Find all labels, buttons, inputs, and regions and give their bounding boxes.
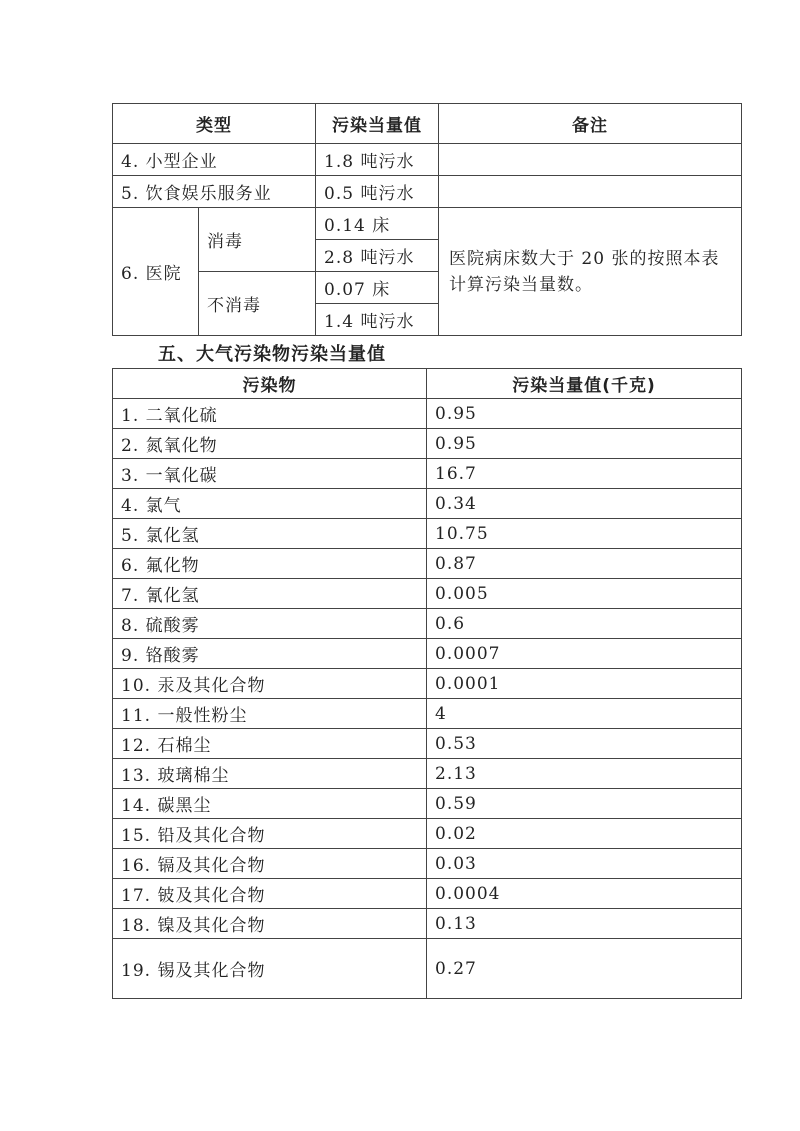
pollutant-value: 0.27: [427, 939, 742, 999]
pollutant-name: 11. 一般性粉尘: [113, 699, 427, 729]
pollutant-name: 14. 碳黑尘: [113, 789, 427, 819]
water-pollutant-table: [112, 103, 742, 336]
table-row: [113, 429, 742, 459]
pollutant-name: 1. 二氧化硫: [113, 399, 427, 429]
no-disinfect-label: 不消毒: [199, 272, 316, 336]
pollutant-name: 12. 石棉尘: [113, 729, 427, 759]
table-row: [113, 459, 742, 489]
table-row: [113, 519, 742, 549]
table-row: [113, 208, 742, 240]
pollutant-name: 15. 铅及其化合物: [113, 819, 427, 849]
table-row: [113, 176, 742, 208]
pollutant-name: 13. 玻璃棉尘: [113, 759, 427, 789]
pollutant-name: 8. 硫酸雾: [113, 609, 427, 639]
pollutant-name: 19. 锡及其化合物: [113, 939, 427, 999]
disinfect-value-water: 2.8 吨污水: [316, 240, 439, 272]
table-header-row: [113, 104, 742, 144]
pollutant-name: 5. 氯化氢: [113, 519, 427, 549]
row-remarks: [439, 176, 742, 208]
table-row: [113, 789, 742, 819]
pollutant-value: 2.13: [427, 759, 742, 789]
header-equivalent-value-kg: 污染当量值(千克): [427, 369, 742, 399]
pollutant-name: 18. 镍及其化合物: [113, 909, 427, 939]
table-row: [113, 759, 742, 789]
table-row: [113, 909, 742, 939]
table-row: [113, 579, 742, 609]
disinfect-value-bed: 0.14 床: [316, 208, 439, 240]
table-row: [113, 729, 742, 759]
table-row: [113, 144, 742, 176]
hospital-label: 6. 医院: [113, 208, 199, 336]
pollutant-value: 0.0001: [427, 669, 742, 699]
pollutant-value: 0.53: [427, 729, 742, 759]
header-equivalent-value: 污染当量值: [316, 104, 439, 144]
disinfect-label: 消毒: [199, 208, 316, 272]
no-disinfect-value-bed: 0.07 床: [316, 272, 439, 304]
pollutant-name: 7. 氰化氢: [113, 579, 427, 609]
pollutant-name: 17. 铍及其化合物: [113, 879, 427, 909]
pollutant-name: 2. 氮氧化物: [113, 429, 427, 459]
pollutant-value: 0.02: [427, 819, 742, 849]
pollutant-value: 4: [427, 699, 742, 729]
table-header-row: [113, 369, 742, 399]
pollutant-value: 0.0004: [427, 879, 742, 909]
header-type: 类型: [113, 104, 316, 144]
table-row: [113, 549, 742, 579]
table-row: [113, 879, 742, 909]
pollutant-name: 16. 镉及其化合物: [113, 849, 427, 879]
row-type: 5. 饮食娱乐服务业: [113, 176, 316, 208]
pollutant-value: 0.03: [427, 849, 742, 879]
hospital-note: 医院病床数大于 20 张的按照本表计算污染当量数。: [439, 208, 742, 336]
pollutant-value: 0.95: [427, 429, 742, 459]
table-row: [113, 639, 742, 669]
pollutant-value: 0.34: [427, 489, 742, 519]
pollutant-name: 9. 铬酸雾: [113, 639, 427, 669]
pollutant-value: 0.59: [427, 789, 742, 819]
pollutant-name: 6. 氟化物: [113, 549, 427, 579]
pollutant-value: 0.13: [427, 909, 742, 939]
table-row: [113, 489, 742, 519]
header-pollutant: 污染物: [113, 369, 427, 399]
table-row: [113, 819, 742, 849]
air-pollutant-table: [112, 368, 742, 999]
pollutant-value: 10.75: [427, 519, 742, 549]
pollutant-value: 0.005: [427, 579, 742, 609]
table-row: [113, 609, 742, 639]
pollutant-name: 3. 一氧化碳: [113, 459, 427, 489]
row-type: 4. 小型企业: [113, 144, 316, 176]
section-title: 五、大气污染物污染当量值: [158, 344, 386, 365]
pollutant-name: 4. 氯气: [113, 489, 427, 519]
pollutant-value: 16.7: [427, 459, 742, 489]
table-row: [113, 669, 742, 699]
no-disinfect-value-water: 1.4 吨污水: [316, 304, 439, 336]
table-row: [113, 939, 742, 999]
table-row: [113, 699, 742, 729]
pollutant-name: 10. 汞及其化合物: [113, 669, 427, 699]
row-value: 0.5 吨污水: [316, 176, 439, 208]
air-table-body: [113, 399, 742, 999]
table-row: [113, 849, 742, 879]
pollutant-value: 0.0007: [427, 639, 742, 669]
pollutant-value: 0.6: [427, 609, 742, 639]
header-remarks: 备注: [439, 104, 742, 144]
table-row: [113, 399, 742, 429]
pollutant-value: 0.87: [427, 549, 742, 579]
row-value: 1.8 吨污水: [316, 144, 439, 176]
row-remarks: [439, 144, 742, 176]
pollutant-value: 0.95: [427, 399, 742, 429]
